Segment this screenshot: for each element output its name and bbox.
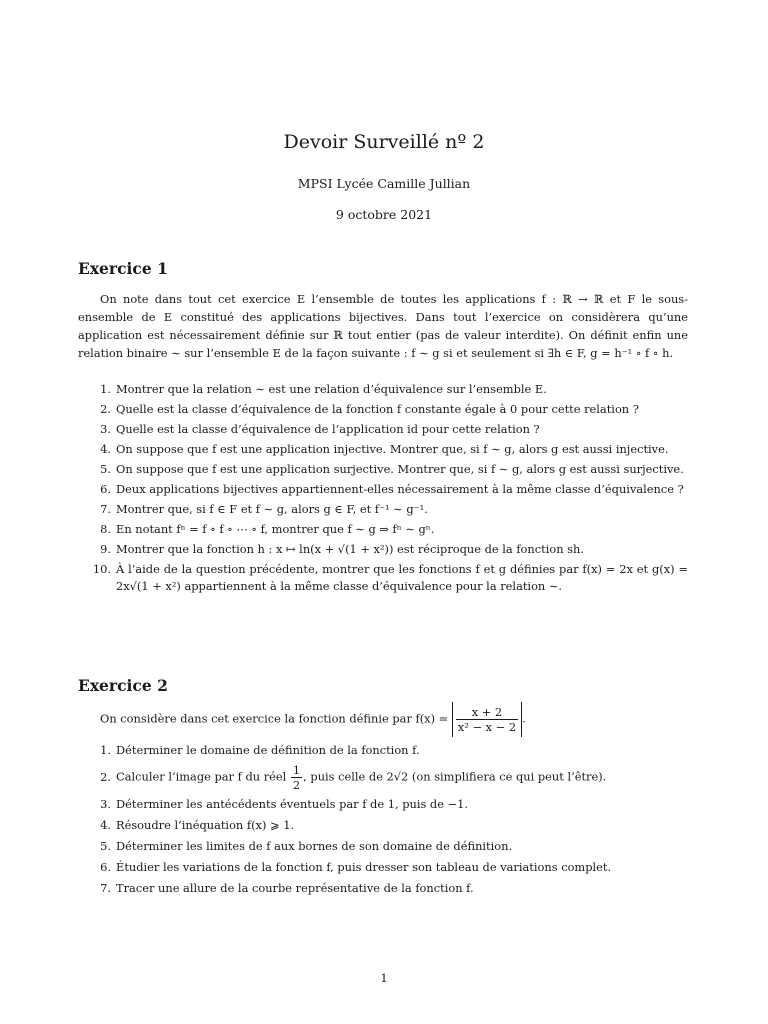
exercise-1-questions xyxy=(78,381,688,595)
list-item: 2. Calculer l’image par f du réel $\frac{1}{2}$ , puis celle de 2√2 (on simplifiera ce qui peut l’être). xyxy=(100,763,607,792)
fraction: $\frac{1}{2}$ xyxy=(292,763,301,792)
list-item: 10. À l’aide de la question précédente, montrer que les fonctions f et g définies par f(x) = 2x et g(x) = 2x√(1 + x²) appartiennent à la même classe d’équivalence pour la relation ∼. xyxy=(92,562,688,593)
list-item: 4. On suppose que f est une application injective. Montrer que, si f ∼ g, alors g est aussi injective. xyxy=(100,442,669,456)
list-item: 5. Déterminer les limites de f aux bornes de son domaine de définition. xyxy=(100,839,513,853)
list-item: 7. Montrer que, si f ∈ F et f ∼ g, alors g ∈ F, et f⁻¹ ∼ g⁻¹. xyxy=(100,502,428,516)
page-number: 1 xyxy=(380,971,388,985)
list-item: 2. Quelle est la classe d’équivalence de la fonction f constante égale à 0 pour cette relation ? xyxy=(100,402,639,416)
fraction: $\frac{x + 2}{\text{x² − x − 2}}$ xyxy=(457,705,517,734)
list-item: 6. Deux applications bijectives appartiennent-elles nécessairement à la même classe d’équivalence ? xyxy=(100,482,684,496)
list-item: 8. En notant fⁿ = f ∘ f ∘ ⋯ ∘ f, montrer que f ∼ g ⇒ fⁿ ∼ gⁿ. xyxy=(100,522,435,536)
exercise-1-heading: Exercice 1 xyxy=(78,259,168,278)
list-item: 6. Étudier les variations de la fonction f, puis dresser son tableau de variations complet. xyxy=(100,860,612,874)
exercise-2-heading: Exercice 2 xyxy=(78,676,168,695)
document-title: Devoir Surveillé nº 2 xyxy=(283,131,485,153)
list-item: 7. Tracer une allure de la courbe représentative de la fonction f. xyxy=(100,881,474,895)
list-item: 3. Quelle est la classe d’équivalence de l’application id pour cette relation ? xyxy=(100,422,540,436)
exercise-1-intro-text: On note dans tout cet exercice E l’ensemble de toutes les applications f : ℝ → ℝ et F le sous-ensemble de E constitué des applications bijectives. Dans tout l’exercice on considèrera qu’une application est nécessairement définie sur ℝ tout entier (pas de valeur interdite). On définit enfin une relation binaire ∼ sur l’ensemble E de la façon suivante : f ∼ g si et seulement si ∃h ∈ F, g = h⁻¹ ∘ f ∘ h. xyxy=(78,292,688,360)
list-item: 4. Résoudre l’inéquation f(x) ⩾ 1. xyxy=(100,818,295,832)
absolute-value xyxy=(452,702,522,737)
list-item: 3. Déterminer les antécédents éventuels par f de 1, puis de −1. xyxy=(100,797,468,811)
document-date: 9 octobre 2021 xyxy=(335,207,433,222)
exercise-1-intro xyxy=(78,290,688,362)
list-item: 5. On suppose que f est une application surjective. Montrer que, si f ∼ g, alors g est aussi surjective. xyxy=(100,462,684,476)
document-subtitle: MPSI Lycée Camille Jullian xyxy=(297,176,471,191)
list-item: 1. Déterminer le domaine de définition de la fonction f. xyxy=(100,743,420,757)
list-item: 9. Montrer que la fonction h : x ↦ ln(x + √(1 + x²)) est réciproque de la fonction sh. xyxy=(100,542,584,556)
exercise-2-questions xyxy=(78,742,688,897)
exercise-2-intro: On considère dans cet exercice la fonction définie par f(x) = $\frac{x + 2}{\text{x² − x − 2}}$ . xyxy=(100,702,688,737)
list-item: 1. Montrer que la relation ∼ est une relation d’équivalence sur l’ensemble E. xyxy=(100,382,547,396)
